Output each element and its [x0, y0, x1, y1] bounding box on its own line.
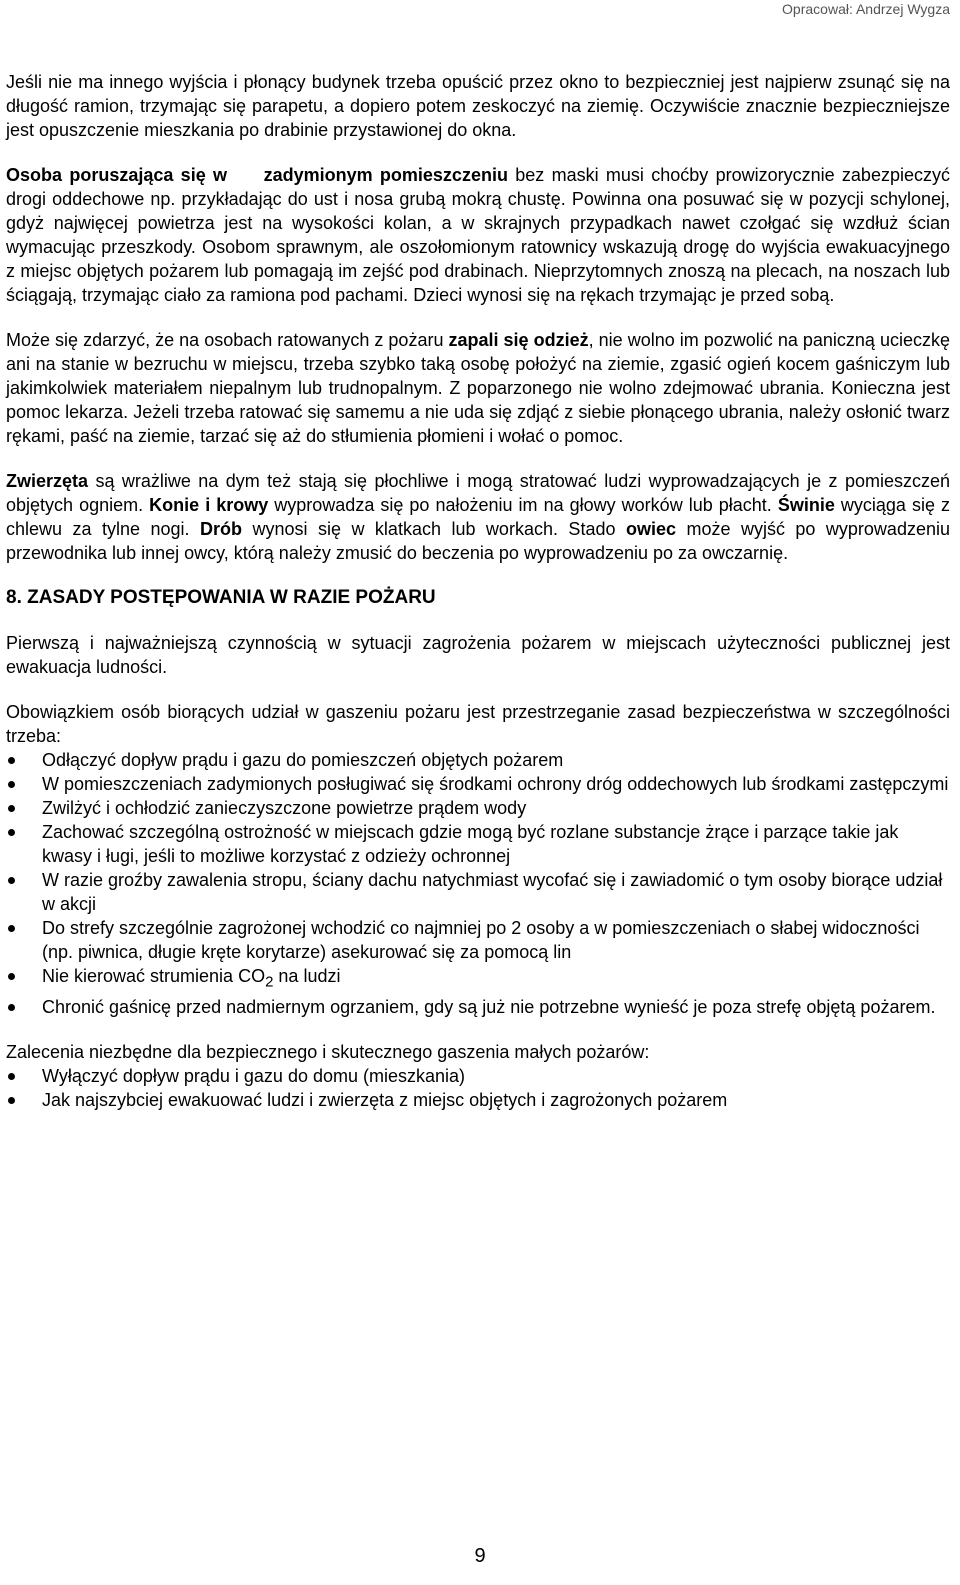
- list-item-text: Nie kierować strumienia CO: [42, 966, 266, 986]
- paragraph-animals: [6, 469, 950, 565]
- recommendations-list: [6, 1064, 950, 1112]
- list-item: [6, 820, 950, 868]
- bullet-icon: [8, 877, 15, 884]
- paragraph-window-escape: Jeśli nie ma innego wyjścia i płonący budynek trzeba opuścić przez okno to bezpieczniej jest najpierw zsunąć się na długość ramion, trzymając się parapetu, a dopiero potem zeskoczyć na ziemię. Oczywiście znacznie bezpieczniejsze jest opuszczenie mieszkania po drabinie przystawionej do okna.: [6, 72, 950, 140]
- bullet-icon: [8, 973, 15, 980]
- list-item: [6, 748, 950, 772]
- bullet-icon: [8, 1073, 15, 1080]
- list-item: [6, 772, 950, 796]
- paragraph-duties: Obowiązkiem osób biorących udział w gaszeniu pożaru jest przestrzeganie zasad bezpieczeństwa w szczególności trzeba:: [6, 702, 950, 746]
- paragraph-clothing-fire: [6, 328, 950, 448]
- list-item-text: Do strefy szczególnie zagrożonej wchodzić co najmniej po 2 osoby a w pomieszczeniach o słabej widoczności (np. piwnica, długie kręte korytarze) asekurować się za pomocą lin: [42, 918, 920, 962]
- bold-text: owiec: [625, 519, 676, 539]
- list-item: [6, 1088, 950, 1112]
- list-item-text: Jak najszybciej ewakuować ludzi i zwierzęta z miejsc objętych i zagrożonych pożarem: [42, 1089, 728, 1110]
- paragraph-smoke: [6, 163, 950, 307]
- bold-text: Drób: [200, 519, 242, 539]
- list-item-text: na ludzi: [273, 966, 341, 986]
- bold-text: zadymionym pomieszczeniu: [263, 165, 508, 185]
- bullet-icon: [8, 925, 15, 932]
- list-item: [6, 995, 950, 1019]
- text: wyprowadza się po nałożeniu im na głowy worków lub płacht.: [268, 495, 778, 515]
- bold-text: Konie i krowy: [149, 495, 269, 515]
- bullet-icon: [8, 757, 15, 764]
- page-header-author: Opracował: Andrzej Wygza: [782, 1, 950, 17]
- list-item: [6, 796, 950, 820]
- duties-list: [6, 748, 950, 1019]
- document-body: [6, 70, 950, 1133]
- bullet-icon: [8, 781, 15, 788]
- bold-text: Osoba poruszająca się w: [6, 165, 228, 185]
- bullet-icon: [8, 1097, 15, 1104]
- text: wyciąga się z chlewu za tylne nogi.: [6, 495, 950, 539]
- list-item-text: Chronić gaśnicę przed nadmiernym ogrzaniem, gdy są już nie potrzebne wynieść je poza strefę objętą pożarem.: [42, 996, 936, 1017]
- list-item-text: Odłączyć dopływ prądu i gazu do pomieszczeń objętych pożarem: [42, 750, 564, 770]
- bold-text: Zwierzęta: [6, 471, 89, 491]
- text: są wrażliwe na dym też stają się płochliwe i mogą stratować ludzi wyprowadzających je z pomieszczeń objętych ogniem.: [6, 471, 950, 515]
- page-number: 9: [474, 1545, 486, 1567]
- list-item: [6, 1064, 950, 1088]
- list-item-text: W pomieszczeniach zadymionych posługiwać się środkami ochrony dróg oddechowych lub środkami zastępczymi: [42, 774, 949, 794]
- paragraph-recommendations: Zalecenia niezbędne dla bezpiecznego i skutecznego gaszenia małych pożarów:: [6, 1041, 650, 1062]
- list-item: [6, 964, 950, 995]
- text: Może się zdarzyć, że na osobach ratowanych z pożaru: [6, 330, 449, 350]
- bullet-icon: [8, 829, 15, 836]
- bold-text: Świnie: [777, 495, 835, 515]
- list-item-text: Zachować szczególną ostrożność w miejscach gdzie mogą być rozlane substancje żrące i parzące takie jak kwasy i ługi, jeśli to możliwe korzystać z odzieży ochronnej: [42, 822, 899, 866]
- subscript: 2: [265, 973, 274, 991]
- list-item-text: W razie groźby zawalenia stropu, ściany dachu natychmiast wycofać się i zawiadomić o tym osoby biorące udział w akcji: [42, 870, 943, 914]
- text: bez maski musi choćby prowizorycznie zabezpieczyć drogi oddechowe np. przykładając do ust i nosa grubą mokrą chustę. Powinna ona posuwać się w pozycji schylonej, gdyż najwięcej powietrza jest na wysokości kolan, a w skrajnych przypadkach nawet czołgać się wzdłuż ścian wymacując przeszkody. Osobom sprawnym, ale oszołomionym ratownicy wskazują drogę do wyjścia ewakuacyjnego z miejsc objętych pożarem lub pomagają im zejść pod drabinach. Nieprzytomnych znoszą na plecach, na noszach lub ściągają, trzymając ciało za ramiona pod pachami. Dzieci wynosi się na rękach trzymając je przed sobą.: [6, 165, 950, 305]
- paragraph-evacuation: Pierwszą i najważniejszą czynnością w sytuacji zagrożenia pożarem w miejscach użyteczności publicznej jest ewakuacja ludności.: [6, 633, 950, 677]
- bold-text: zapali się odzież: [448, 330, 589, 350]
- list-item-text: Zwilżyć i ochłodzić zanieczyszczone powietrze prądem wody: [42, 798, 527, 818]
- text: może wyjść po wyprowadzeniu przewodnika lub innej owcy, którą należy zmusić do beczenia po wyprowadzeniu po za owczarnię.: [6, 519, 950, 563]
- list-item: [6, 868, 950, 916]
- bullet-icon: [8, 805, 15, 812]
- list-item: [6, 916, 950, 964]
- text: , nie wolno im pozwolić na paniczną ucieczkę ani na stanie w bezruchu w miejscu, trzeba szybko taką osobę położyć na ziemie, zgasić ogień kocem gaśniczym lub jakimkolwiek materiałem niepalnym lub trudnopalnym. Z poparzonego nie wolno zdejmować ubrania. Konieczna jest pomoc lekarza. Jeżeli trzeba ratować się samemu a nie uda się zdjąć z siebie płonącego ubrania, należy osłonić twarz rękami, paść na ziemie, tarzać się aż do stłumienia płomieni i wołać o pomoc.: [6, 330, 951, 446]
- text: wynosi się w klatkach lub workach. Stado: [242, 519, 626, 539]
- section-heading: 8. ZASADY POSTĘPOWANIA W RAZIE POŻARU: [6, 587, 436, 608]
- bullet-icon: [8, 1004, 15, 1011]
- list-item-text: Wyłączyć dopływ prądu i gazu do domu (mieszkania): [42, 1065, 466, 1086]
